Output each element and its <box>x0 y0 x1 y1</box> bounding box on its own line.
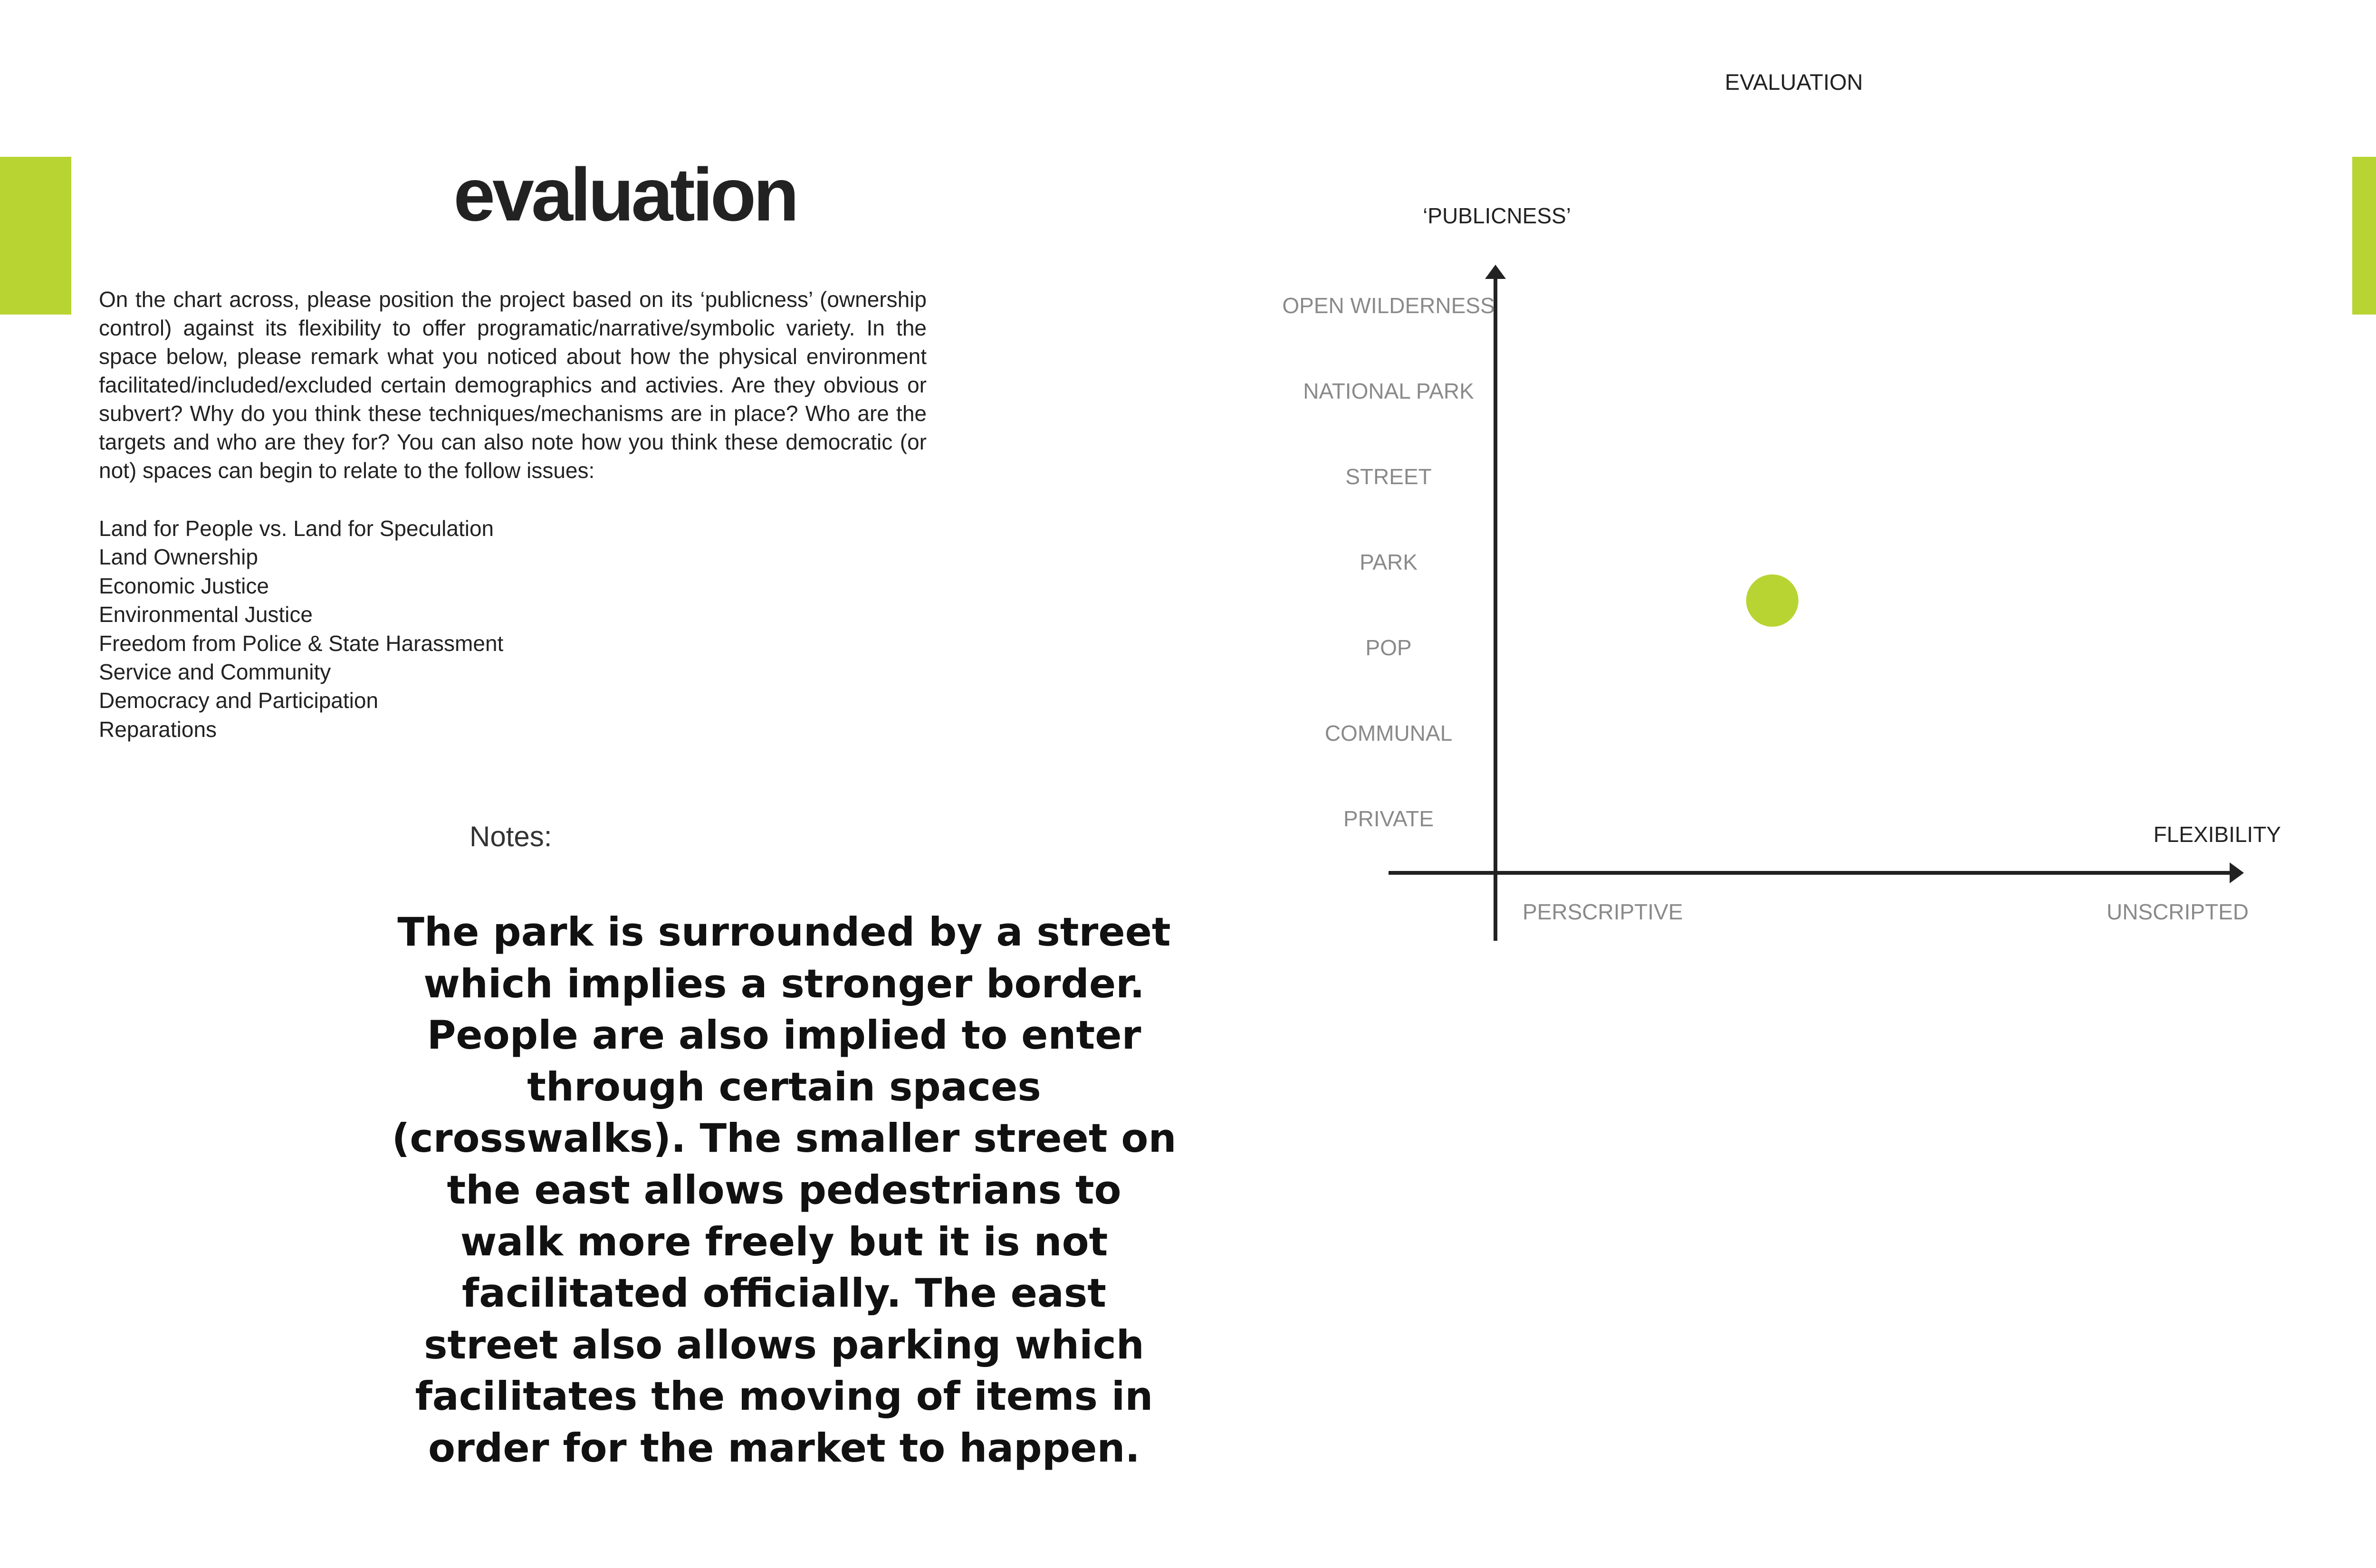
issue-item: Land Ownership <box>99 545 258 570</box>
evaluation-chart <box>1236 181 2328 960</box>
issue-item: Reparations <box>99 717 217 742</box>
y-tick-label: PRIVATE <box>1343 806 1434 831</box>
y-axis-arrow <box>1485 265 1506 279</box>
section-label: EVALUATION <box>1725 69 1863 95</box>
accent-tab-left <box>0 157 71 315</box>
issue-item: Freedom from Police & State Harassment <box>99 631 504 656</box>
notes-label: Notes: <box>469 821 552 852</box>
y-tick-label: COMMUNAL <box>1324 721 1453 746</box>
x-tick-label: PERSCRIPTIVE <box>1523 899 1683 924</box>
issue-item: Democracy and Participation <box>99 688 379 713</box>
data-point <box>1746 574 1799 627</box>
y-tick-label: NATIONAL PARK <box>1303 379 1474 403</box>
notes-text: The park is surrounded by a street which implies a stronger border. People are also implied to enter through certain spaces (crosswalks). The smaller street on the east allows pedestrians to walk more freely but it is not facilitated officially. The east street also allows parking which facilitates the moving of items in order for the market to happen. <box>392 909 1177 1471</box>
y-axis-title: ‘PUBLICNESS’ <box>1423 203 1571 228</box>
y-tick-label: POP <box>1365 635 1412 660</box>
issue-item: Land for People vs. Land for Speculation <box>99 516 494 541</box>
issues-list <box>99 514 764 744</box>
accent-tab-right <box>2352 157 2376 315</box>
page-title: evaluation <box>453 153 796 237</box>
x-axis-title: FLEXIBILITY <box>2153 822 2281 847</box>
y-tick-label: OPEN WILDERNESS <box>1282 293 1495 318</box>
issue-item: Economic Justice <box>99 573 269 598</box>
y-tick-label: STREET <box>1345 464 1432 489</box>
issue-item: Service and Community <box>99 660 331 685</box>
y-tick-label: PARK <box>1360 550 1418 574</box>
x-tick-label: UNSCRIPTED <box>2106 899 2249 924</box>
x-axis-arrow <box>2230 862 2244 883</box>
intro-paragraph: On the chart across, please position the project based on its ‘publicness’ (ownership control) against its flexibility to offer programatic/narrative/symbolic variety. In the space below, please remark what you noticed about how the physical environment facilitated/included/excluded certain demographics and activies. Are they obvious or subvert? Why do you think these techniques/mechanisms are in place? Who are the targets and who are they for? You can also note how you think these democratic (or not) spaces can begin to relate to the follow issues: <box>99 287 927 483</box>
issue-item: Environmental Justice <box>99 602 313 627</box>
